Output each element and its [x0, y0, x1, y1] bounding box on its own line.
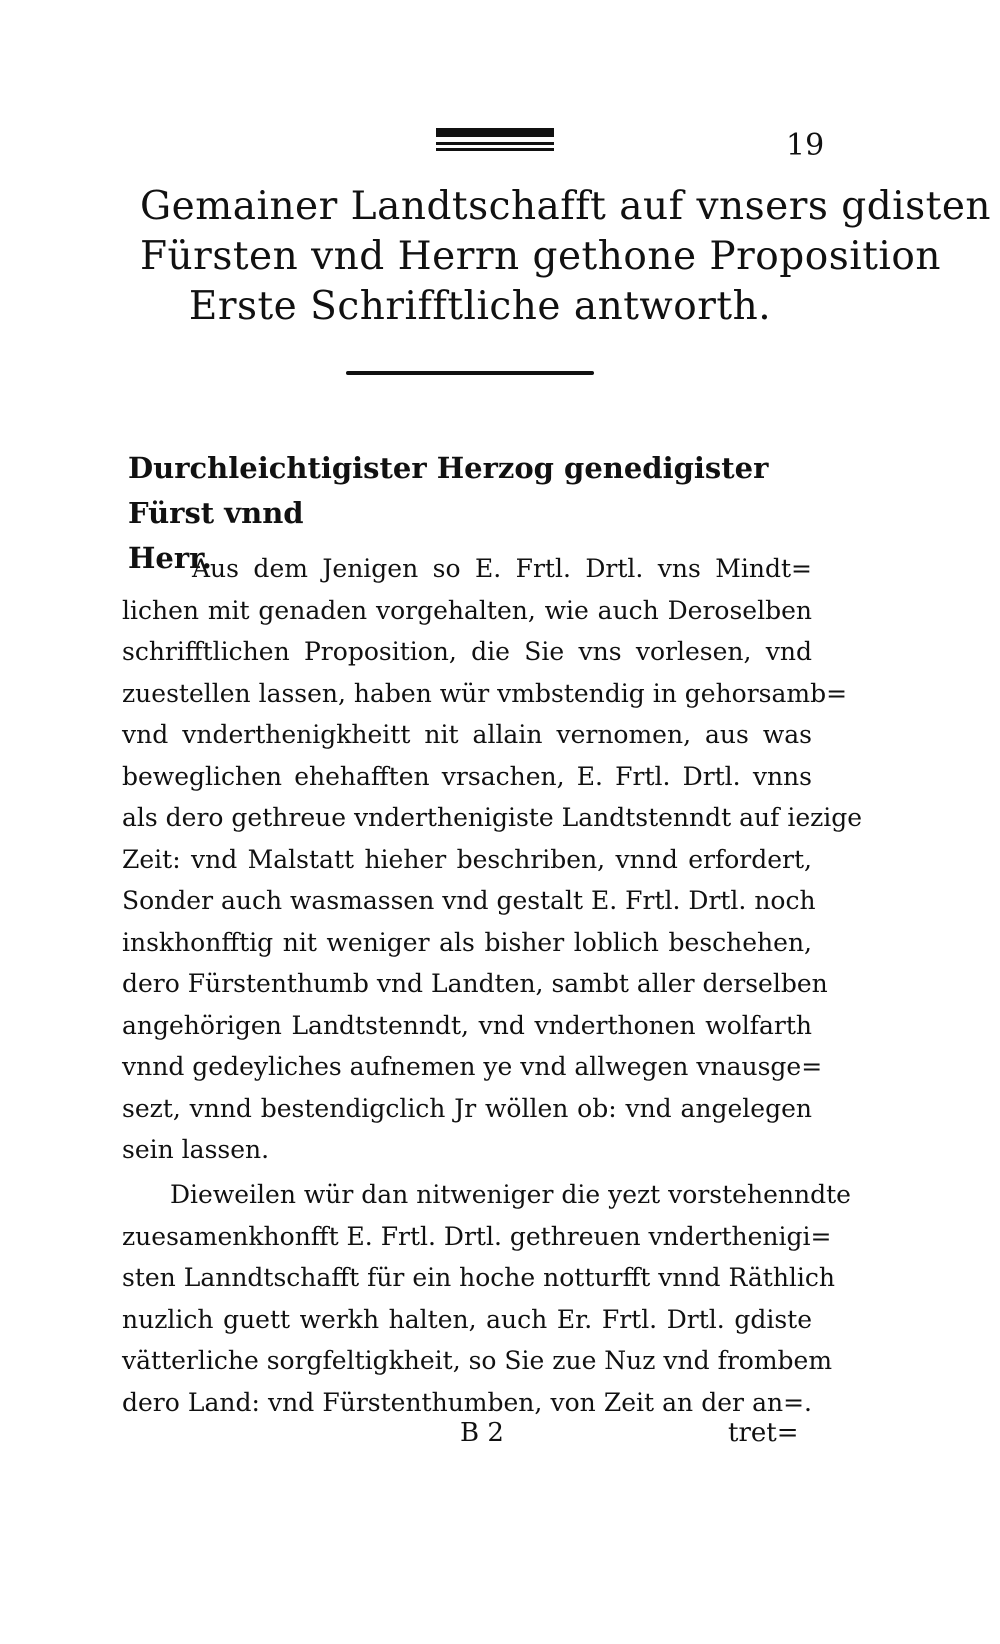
catchword: tret=: [728, 1418, 799, 1448]
text-line: dero Fürstenthumb vnd Landten, sambt aller derselben: [122, 969, 828, 998]
text-line: angehörigen Landtstenndt, vnd vnderthonen wolfarth: [122, 1010, 812, 1040]
page-title: [140, 182, 992, 332]
section-divider: [346, 371, 594, 375]
title-line: Fürsten vnd Herrn gethone Proposition: [140, 234, 941, 279]
text-line: zuesamenkhonfft E. Frtl. Drtl. gethreuen vnderthenigi=: [122, 1221, 832, 1251]
text-line: schrifftlichen Proposition, die Sie vns vorlesen, vnd: [122, 637, 812, 666]
text-line: lichen mit genaden vorgehalten, wie auch Deroselben: [122, 595, 812, 625]
text-line: Sonder auch wasmassen vnd gestalt E. Frtl. Drtl. noch: [122, 886, 816, 915]
paragraph-2: [122, 1174, 851, 1423]
text-line: Dieweilen wür dan nitweniger die yezt vorstehenndte: [170, 1180, 851, 1209]
ornament-bar: [436, 142, 554, 145]
signature-mark: B 2: [460, 1418, 504, 1448]
title-line: Erste Schrifftliche antworth.: [188, 284, 772, 329]
ornament-bar: [436, 148, 554, 151]
page-number: 19: [786, 128, 825, 163]
salutation-line: Herr.: [128, 541, 212, 575]
text-line: zuestellen lassen, haben wür vmbstendig in gehorsamb=: [122, 678, 848, 708]
ornament-bar: [436, 128, 554, 137]
text-line: sezt, vnnd bestendigclich Jr wöllen ob: vnd angelegen: [122, 1093, 812, 1123]
paragraph-1: [122, 548, 863, 1171]
text-line: Zeit: vnd Malstatt hieher beschriben, vnnd erfordert,: [122, 844, 812, 874]
text-line: vnnd gedeyliches aufnemen ye vnd allwegen vnausge=: [122, 1052, 823, 1081]
text-line: vnd vnderthenigkheitt nit allain vernomen, aus was: [122, 720, 812, 749]
text-line: nuzlich guett werkh halten, auch Er. Frtl. Drtl. gdiste: [122, 1304, 812, 1334]
text-line: vätterliche sorgfeltigkheit, so Sie zue Nuz vnd frombem: [122, 1346, 833, 1375]
text-line: sten Lanndtschafft für ein hoche notturfft vnnd Räthlich: [122, 1263, 836, 1292]
text-line: beweglichen ehehafften vrsachen, E. Frtl. Drtl. vnns: [122, 761, 812, 791]
text-line: sein lassen.: [122, 1135, 270, 1164]
text-line: als dero gethreue vnderthenigiste Landtstenndt auf iezige: [122, 803, 863, 832]
text-line: inskhonfftig nit weniger als bisher loblich beschehen,: [122, 927, 812, 957]
top-ornament: [436, 128, 554, 151]
salutation-line: Durchleichtigister Herzog genedigister Fürst vnnd: [128, 451, 769, 530]
text-line: dero Land: vnd Fürstenthumben, von Zeit an der an=.: [122, 1387, 812, 1417]
title-line: Gemainer Landtschafft auf vnsers gdisten: [140, 184, 992, 229]
text-line: Aus dem Jenigen so E. Frtl. Drtl. vns Mindt=: [192, 554, 812, 583]
